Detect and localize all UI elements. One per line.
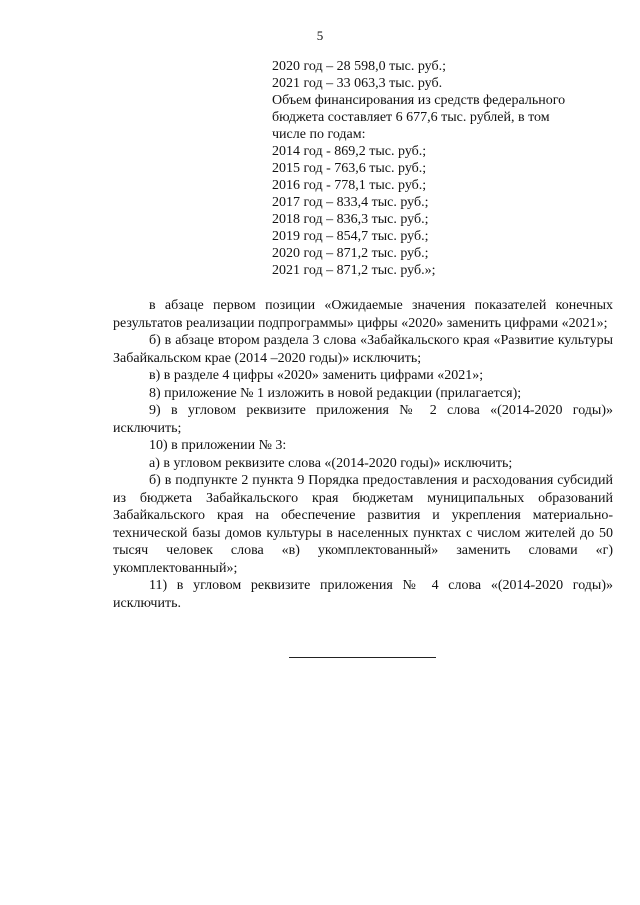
funding-line: 2021 год – 871,2 тыс. руб.»; <box>272 263 436 278</box>
funding-line: 2016 год - 778,1 тыс. руб.; <box>272 178 427 193</box>
amendments-text <box>113 297 613 612</box>
closing-rule <box>289 657 436 658</box>
funding-line: Объем финансирования из средств федерального <box>272 93 566 108</box>
paragraph: в абзаце первом позиции «Ожидаемые значения показателей конечных результатов реализации подпрограммы» цифры «2020» заменить цифрами «2021»; <box>113 298 613 331</box>
paragraph: б) в абзаце втором раздела 3 слова «Забайкальского края «Развитие культуры Забайкальском крае (2014 –2020 годы)» исключить; <box>113 333 613 366</box>
funding-line: 2019 год – 854,7 тыс. руб.; <box>272 229 429 244</box>
funding-line: бюджета составляет 6 677,6 тыс. рублей, в том <box>272 110 550 125</box>
paragraph: 9) в угловом реквизите приложения № 2 слова «(2014-2020 годы)» исключить; <box>113 403 613 436</box>
paragraph: 11) в угловом реквизите приложения № 4 слова «(2014-2020 годы)» исключить. <box>113 578 613 611</box>
funding-line: 2020 год – 28 598,0 тыс. руб.; <box>272 59 446 74</box>
paragraph: 10) в приложении № 3: <box>149 438 287 453</box>
funding-line: 2020 год – 871,2 тыс. руб.; <box>272 246 429 261</box>
paragraph: 8) приложение № 1 изложить в новой редакции (прилагается); <box>149 385 522 401</box>
funding-block <box>272 58 602 279</box>
paragraph: а) в угловом реквизите слова «(2014-2020 годы)» исключить; <box>149 455 513 471</box>
funding-line: 2018 год – 836,3 тыс. руб.; <box>272 212 429 227</box>
funding-line: 2017 год – 833,4 тыс. руб.; <box>272 195 429 210</box>
page-number: 5 <box>316 28 324 43</box>
funding-line: числе по годам: <box>272 127 366 142</box>
paragraph: б) в подпункте 2 пункта 9 Порядка предоставления и расходования субсидий из бюджета Забайкальского края бюджетам муниципальных образований Забайкальского края на обеспечение развития и укрепления материально-технической базы домов культуры в населенных пунктах с числом жителей до 50 тысяч человек слова «в) укомплектованный» заменить словами «г) укомплектованный»; <box>113 473 613 576</box>
funding-line: 2021 год – 33 063,3 тыс. руб. <box>272 76 443 91</box>
funding-line: 2015 год - 763,6 тыс. руб.; <box>272 161 427 176</box>
paragraph: в) в разделе 4 цифры «2020» заменить цифрами «2021»; <box>149 368 484 383</box>
funding-line: 2014 год - 869,2 тыс. руб.; <box>272 144 427 159</box>
